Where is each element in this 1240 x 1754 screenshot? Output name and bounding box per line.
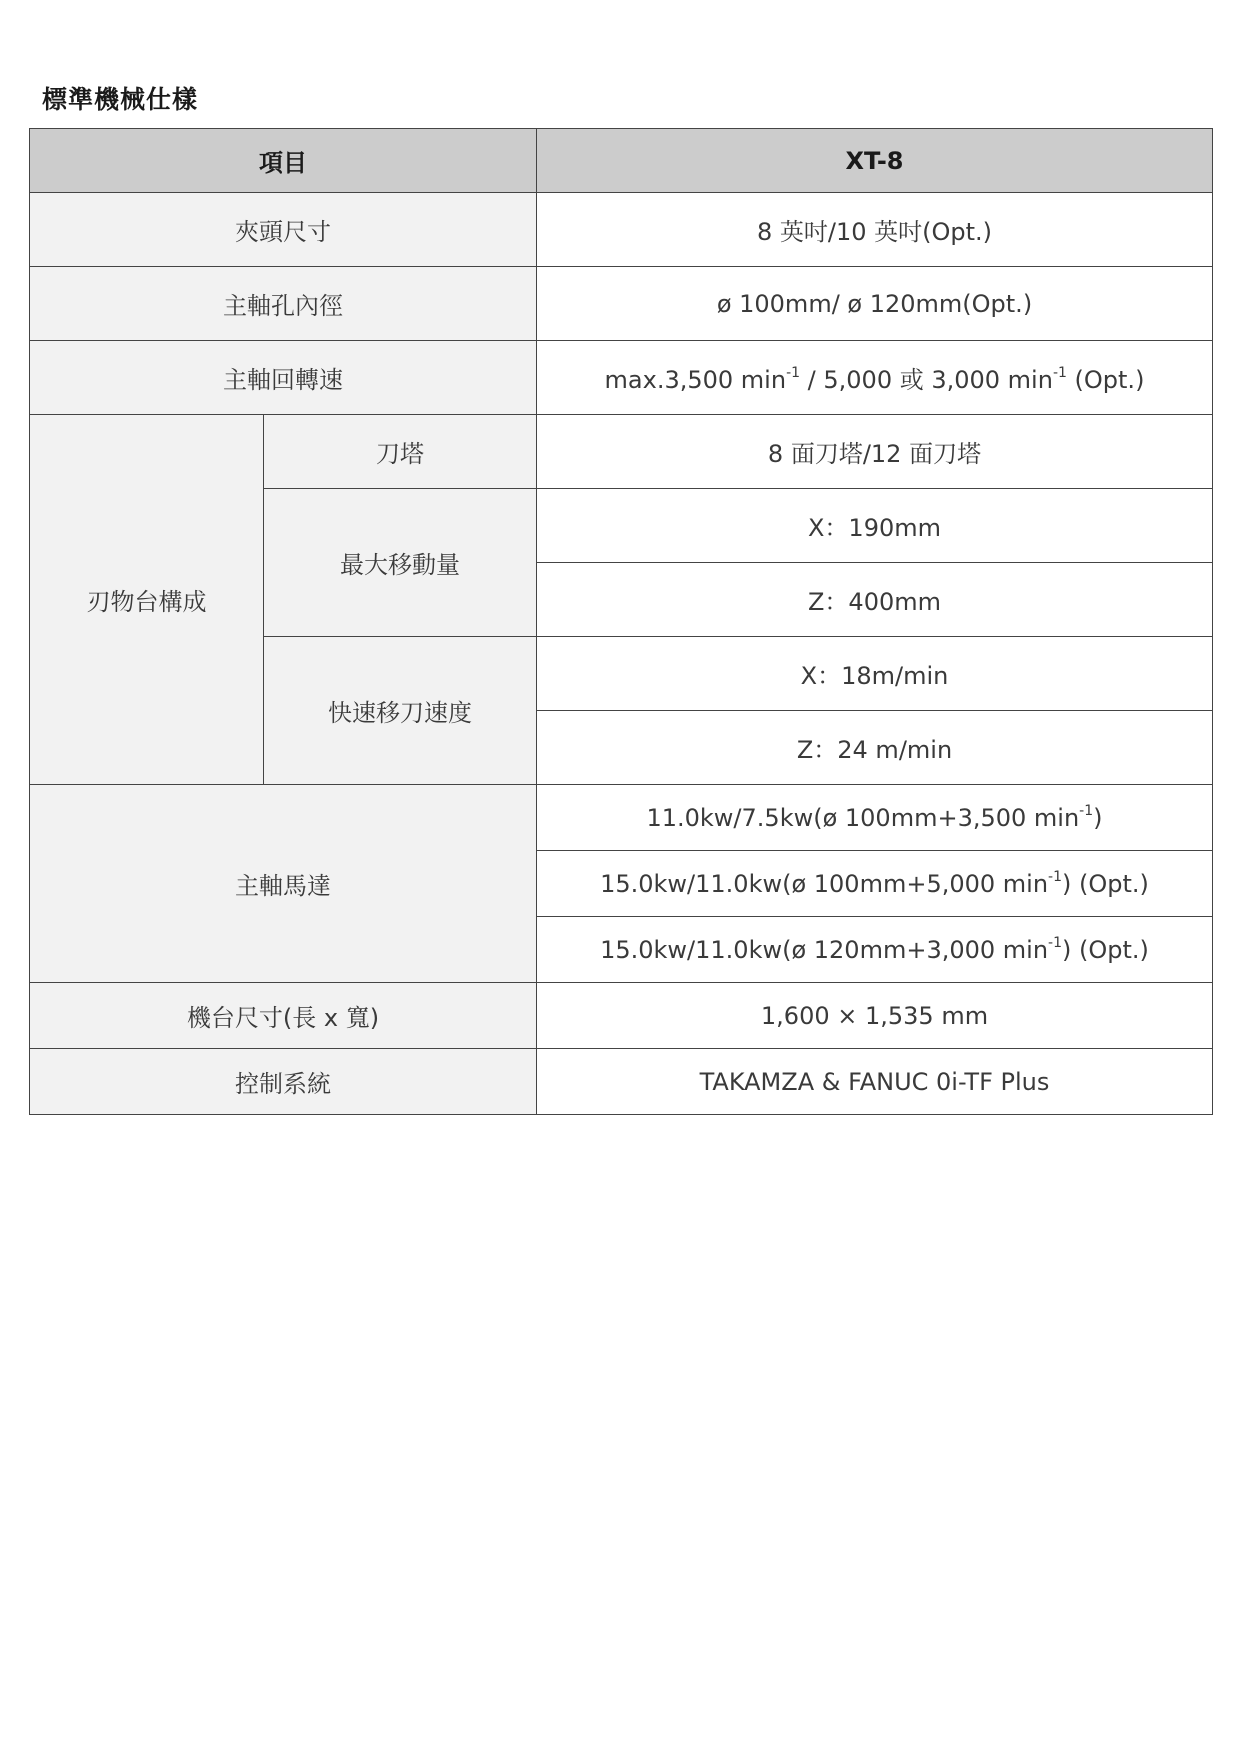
spindle-speed-label: 主軸回轉速: [30, 341, 537, 415]
spindle-motor-label: 主軸馬達: [30, 785, 537, 983]
rapid-speed-label: 快速移刀速度: [264, 637, 537, 785]
spindle-bore-value: ø 100mm/ ø 120mm(Opt.): [537, 267, 1213, 341]
control-system-value: TAKAMZA & FANUC 0i-TF Plus: [537, 1049, 1213, 1115]
spindle-bore-label: 主軸孔內徑: [30, 267, 537, 341]
control-system-label: 控制系統: [30, 1049, 537, 1115]
header-item: 項目: [30, 129, 537, 193]
turret-value: 8 面刀塔/12 面刀塔: [537, 415, 1213, 489]
rapid-z-value: Z：24 m/min: [537, 711, 1213, 785]
spec-table: [29, 128, 1213, 1115]
machine-size-label: 機台尺寸(長 x 寬): [30, 983, 537, 1049]
spindle-motor-text-2: 15.0kw/11.0kw(ø 100mm+5,000 min: [600, 869, 1049, 898]
table-row: [30, 267, 1213, 341]
table-row: [30, 983, 1213, 1049]
spindle-motor-exp-3: -1: [1048, 934, 1063, 951]
table-row: [30, 341, 1213, 415]
chuck-size-label: 夾頭尺寸: [30, 193, 537, 267]
table-row: [30, 193, 1213, 267]
spindle-motor-value-3: [537, 917, 1213, 983]
spindle-motor-tail-1: ): [1093, 803, 1103, 832]
spindle-speed-exp1: -1: [786, 365, 801, 381]
spindle-speed-part1: max.3,500 min: [604, 366, 787, 394]
header-model: XT-8: [537, 129, 1213, 193]
spindle-motor-tail-3: ) (Opt.): [1062, 935, 1149, 964]
page-title: 標準機械仕樣: [42, 85, 199, 114]
spindle-speed-value: [537, 341, 1213, 415]
table-row: [30, 1049, 1213, 1115]
chuck-size-value: 8 英吋/10 英吋(Opt.): [537, 193, 1213, 267]
spindle-speed-part3: (Opt.): [1066, 366, 1145, 394]
turret-label: 刀塔: [264, 415, 537, 489]
spindle-motor-text-3: 15.0kw/11.0kw(ø 120mm+3,000 min: [600, 935, 1049, 964]
spindle-motor-value-1: [537, 785, 1213, 851]
spindle-motor-text-1: 11.0kw/7.5kw(ø 100mm+3,500 min: [646, 803, 1080, 832]
spindle-speed-exp2: -1: [1052, 365, 1067, 381]
max-travel-label: 最大移動量: [264, 489, 537, 637]
spindle-motor-exp-2: -1: [1048, 868, 1063, 885]
spindle-motor-tail-2: ) (Opt.): [1062, 869, 1149, 898]
rapid-x-value: X：18m/min: [537, 637, 1213, 711]
tool-post-group-label: 刃物台構成: [30, 415, 264, 785]
max-travel-x-value: X：190mm: [537, 489, 1213, 563]
spindle-motor-value-2: [537, 851, 1213, 917]
spindle-motor-exp-1: -1: [1079, 802, 1094, 819]
table-row: [30, 415, 1213, 489]
machine-size-value: 1,600 × 1,535 mm: [537, 983, 1213, 1049]
spindle-speed-part2: / 5,000 或 3,000 min: [800, 366, 1053, 394]
table-header-row: [30, 129, 1213, 193]
max-travel-z-value: Z：400mm: [537, 563, 1213, 637]
table-row: [30, 785, 1213, 851]
